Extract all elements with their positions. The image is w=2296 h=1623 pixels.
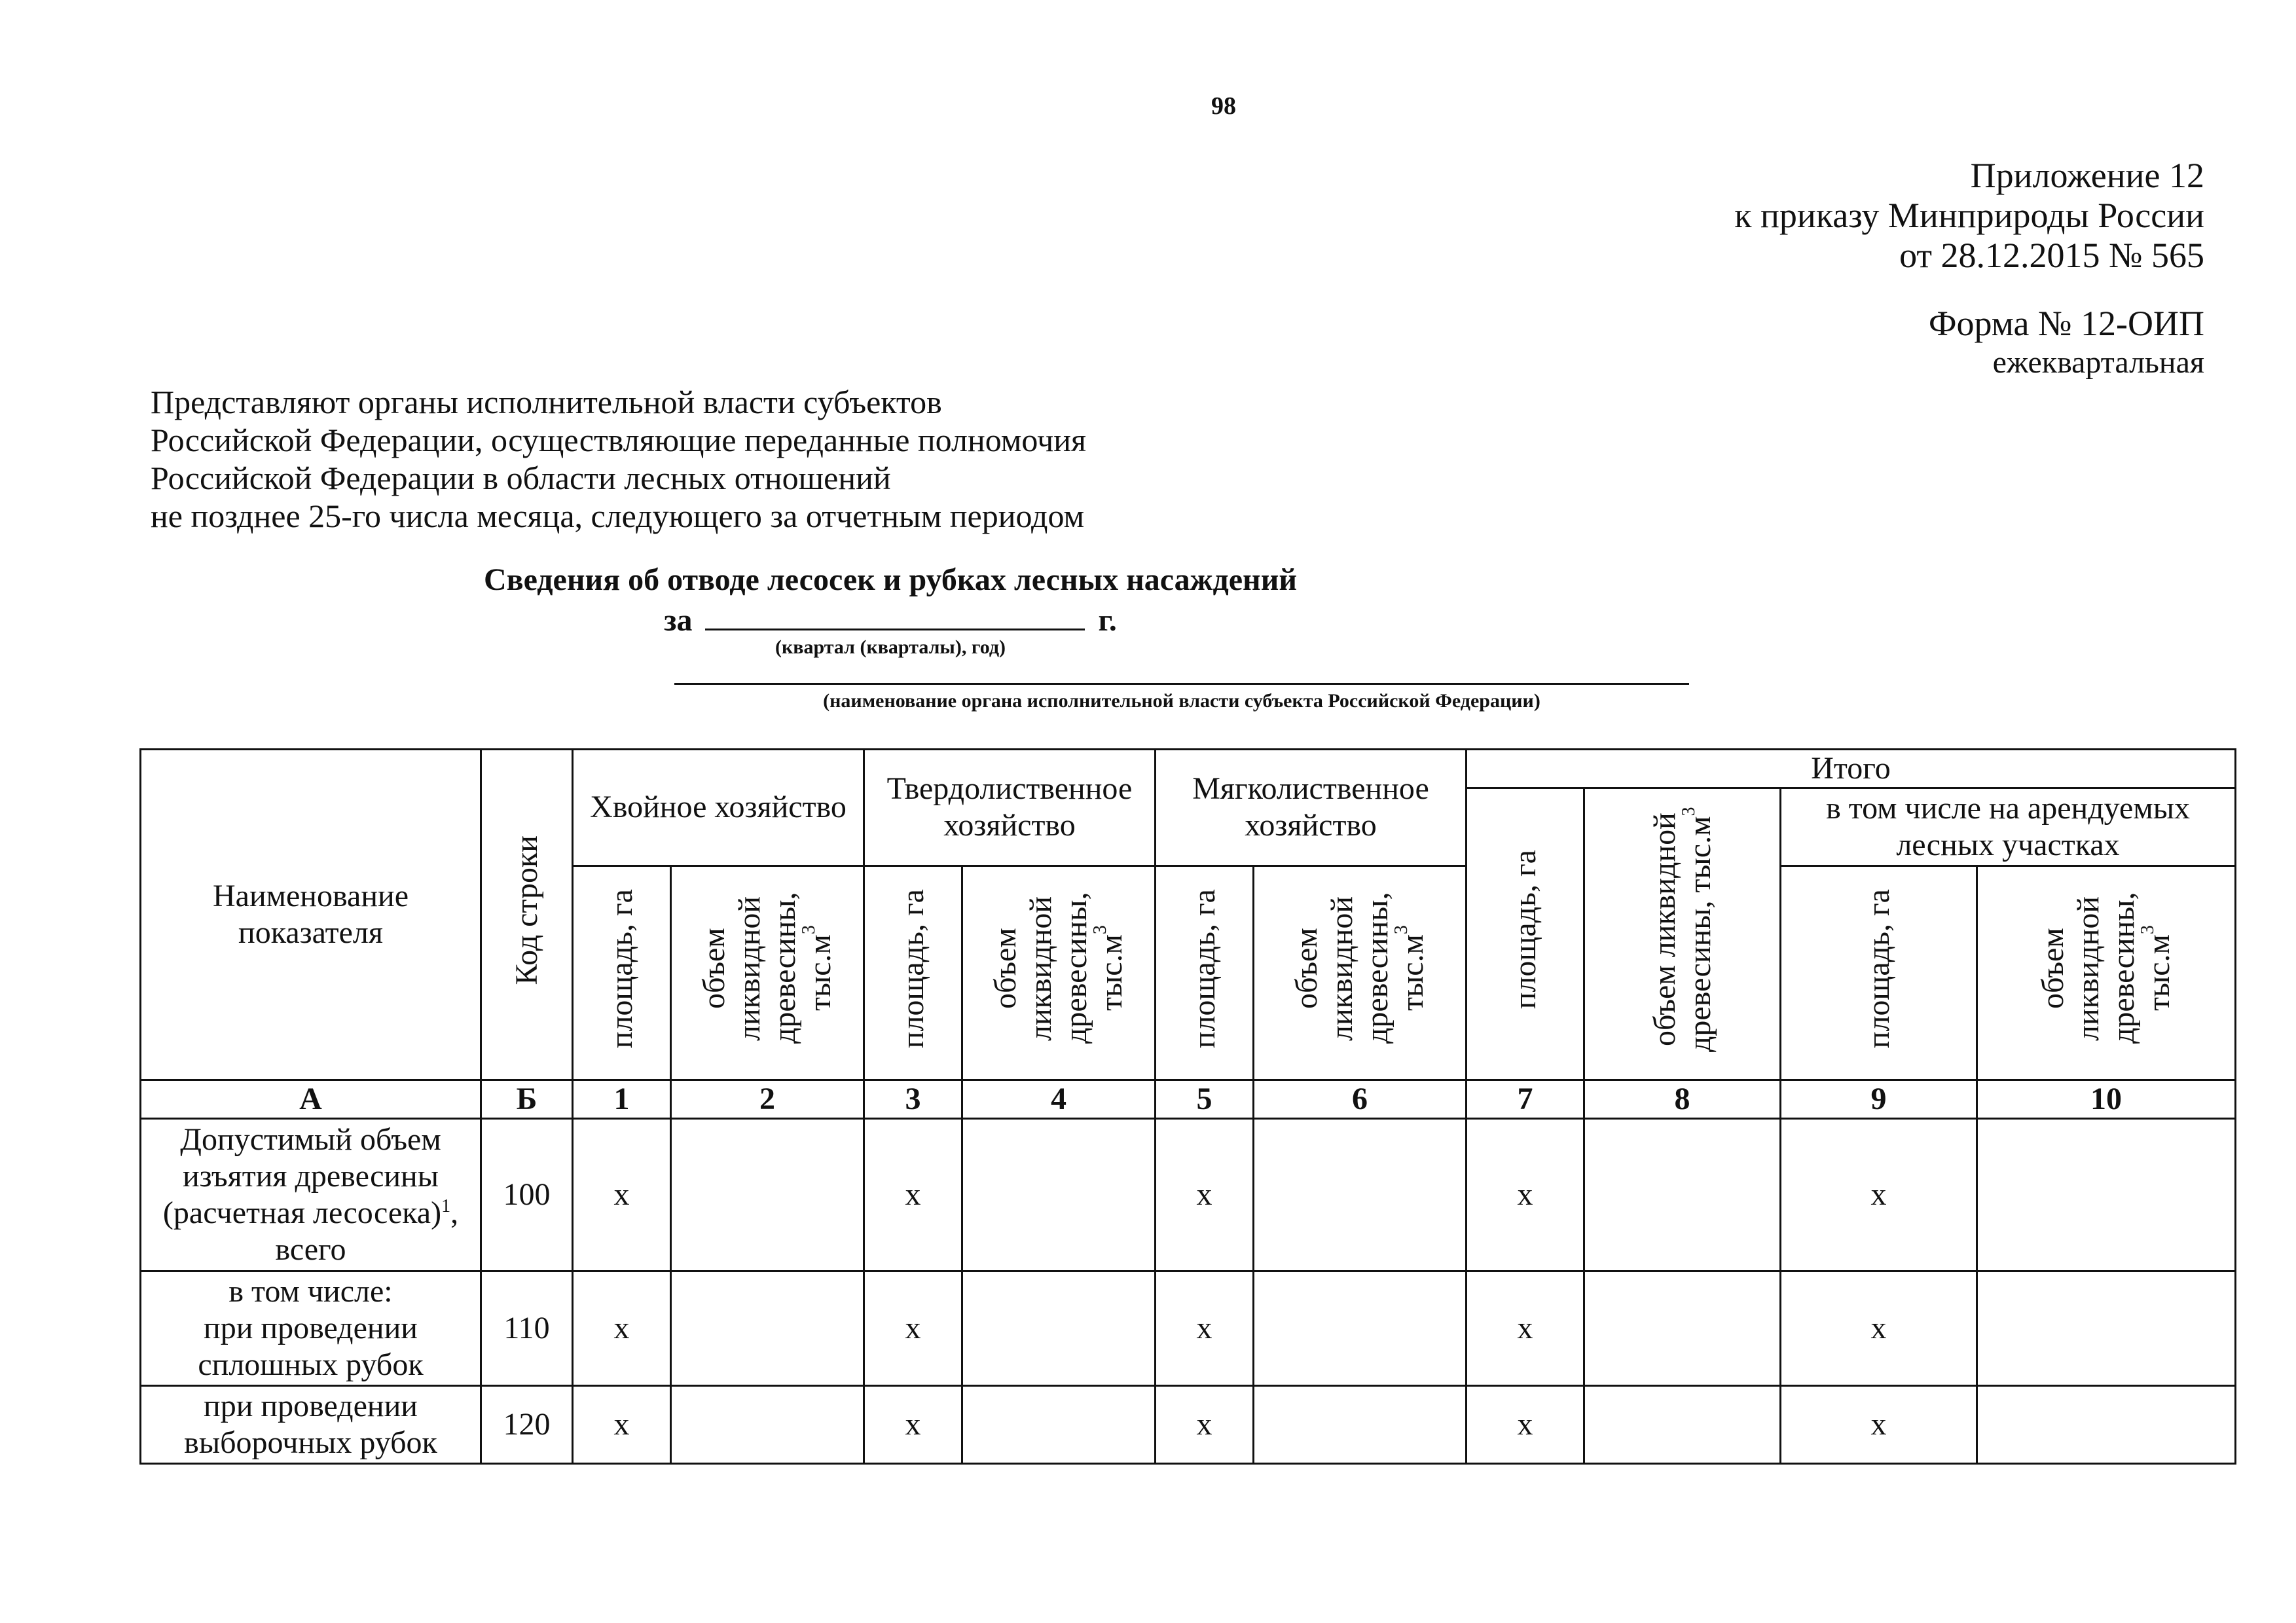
- row-code: 120: [481, 1386, 573, 1464]
- data-cell[interactable]: [1977, 1119, 2236, 1271]
- sub-area: площадь, га: [1186, 888, 1222, 1048]
- col-num: 9: [1781, 1080, 1977, 1119]
- total-volume-cell: [1584, 788, 1781, 1080]
- period-blank-field[interactable]: [705, 600, 1085, 630]
- data-cell[interactable]: [1977, 1271, 2236, 1386]
- header-name: Наименование показателя: [212, 879, 409, 950]
- col-num: Б: [481, 1080, 573, 1119]
- sub-volume-sup: 3: [799, 925, 819, 935]
- sub-volume-sup: 3: [1391, 925, 1412, 935]
- cell-x: х: [1781, 1271, 1977, 1386]
- total-volume-text: объем ликвидной древесины, тыс.м: [1647, 812, 1717, 1053]
- row-label-tail: , всего: [275, 1195, 459, 1267]
- cell-x: х: [573, 1386, 671, 1464]
- data-cell[interactable]: [962, 1271, 1156, 1386]
- data-cell[interactable]: [1254, 1119, 1467, 1271]
- appendix-line-2: к приказу Минприроды России: [1734, 196, 2204, 235]
- period-suffix: г.: [1098, 603, 1117, 638]
- sub-volume: [697, 893, 838, 1044]
- table-row: [141, 1386, 2236, 1464]
- col-num: 2: [671, 1080, 864, 1119]
- cell-x: х: [864, 1119, 962, 1271]
- sub-area: площадь, га: [1861, 888, 1896, 1048]
- row-label-text: Допустимый объем изъятия древесины (расчетная лесосека): [162, 1122, 442, 1230]
- organization-note: (наименование органа исполнительной власти субъекта Российской Федерации): [823, 690, 1540, 712]
- footnote-mark: 1: [441, 1196, 451, 1216]
- sub-volume-sup: 3: [1090, 925, 1110, 935]
- sub-area: площадь, га: [895, 888, 930, 1048]
- sub-volume-cell: [1977, 866, 2236, 1080]
- period-line: [0, 600, 1781, 638]
- period-prefix: за: [664, 603, 693, 638]
- cell-x: х: [864, 1271, 962, 1386]
- header-code-cell: [481, 750, 573, 1080]
- sub-volume: [1289, 893, 1430, 1044]
- sub-area: площадь, га: [604, 888, 639, 1048]
- row-label: [141, 1271, 481, 1386]
- total-volume: [1647, 789, 1718, 1070]
- sub-volume-cell: [671, 866, 864, 1080]
- cell-x: х: [573, 1119, 671, 1271]
- data-cell[interactable]: [1584, 1119, 1781, 1271]
- sub-area-cell: [573, 866, 671, 1080]
- sub-volume-sup: 3: [2138, 925, 2159, 935]
- total-volume-sup: 3: [1678, 807, 1699, 816]
- col-num: 6: [1254, 1080, 1467, 1119]
- row-code: 100: [481, 1119, 573, 1271]
- data-cell[interactable]: [671, 1271, 864, 1386]
- cell-x: х: [1467, 1119, 1584, 1271]
- appendix-line-3: от 28.12.2015 № 565: [1899, 236, 2204, 275]
- sub-area-cell: [1781, 866, 1977, 1080]
- data-cell[interactable]: [1584, 1386, 1781, 1464]
- sub-volume: [2035, 893, 2177, 1044]
- header-hardwood: Твердолиственное хозяйство: [864, 750, 1156, 866]
- total-area-cell: [1467, 788, 1584, 1080]
- data-cell[interactable]: [1254, 1271, 1467, 1386]
- col-num: А: [141, 1080, 481, 1119]
- appendix-reference: [1734, 156, 2204, 276]
- organization-blank-field[interactable]: [674, 683, 1689, 685]
- intro-line: Российской Федерации в области лесных отношений: [151, 460, 891, 496]
- row-label: [141, 1119, 481, 1271]
- data-cell[interactable]: [1584, 1271, 1781, 1386]
- table-row: [141, 1119, 2236, 1271]
- cell-x: х: [1156, 1271, 1254, 1386]
- col-num: 4: [962, 1080, 1156, 1119]
- sub-area-cell: [1156, 866, 1254, 1080]
- sub-volume-text: объем ликвидной древесины, тыс.м: [988, 892, 1129, 1044]
- submission-instructions: [151, 383, 1086, 535]
- total-area: площадь, га: [1507, 850, 1542, 1010]
- row-code: 110: [481, 1271, 573, 1386]
- header-leased: в том числе на арендуемых лесных участках: [1781, 788, 2236, 866]
- col-num: 10: [1977, 1080, 2236, 1119]
- appendix-line-1: Приложение 12: [1970, 156, 2204, 195]
- cell-x: х: [573, 1271, 671, 1386]
- form-number: Форма № 12-ОИП: [1928, 304, 2204, 343]
- sub-volume-cell: [1254, 866, 1467, 1080]
- form-number-block: [1929, 304, 2204, 382]
- row-label: при проведении выборочных рубок: [141, 1386, 481, 1464]
- form-periodicity: ежеквартальная: [1992, 345, 2204, 380]
- cell-x: х: [1156, 1386, 1254, 1464]
- col-num: 3: [864, 1080, 962, 1119]
- data-cell[interactable]: [671, 1119, 864, 1271]
- col-num: 1: [573, 1080, 671, 1119]
- header-softwood: Мягколиственное хозяйство: [1156, 750, 1467, 866]
- header-coniferous: Хвойное хозяйство: [573, 750, 864, 866]
- cell-x: х: [1467, 1386, 1584, 1464]
- col-num: 7: [1467, 1080, 1584, 1119]
- report-table: [139, 748, 2236, 1465]
- sub-volume-cell: [962, 866, 1156, 1080]
- sub-area-cell: [864, 866, 962, 1080]
- intro-line: Российской Федерации, осуществляющие переданные полномочия: [151, 422, 1087, 458]
- period-note: (квартал (кварталы), год): [774, 636, 1006, 658]
- data-cell[interactable]: [962, 1386, 1156, 1464]
- page-number: 98: [1211, 92, 1236, 120]
- row-label-text: при проведении сплошных рубок: [198, 1311, 424, 1382]
- cell-x: х: [1781, 1386, 1977, 1464]
- header-code: Код строки: [509, 835, 544, 985]
- intro-line: Представляют органы исполнительной власти субъектов: [151, 384, 942, 420]
- header-total: Итого: [1467, 750, 2236, 788]
- sub-volume-text: объем ликвидной древесины, тыс.м: [2035, 892, 2177, 1044]
- data-cell[interactable]: [1254, 1386, 1467, 1464]
- table-row: [141, 1271, 2236, 1386]
- row-label-pre: в том числе:: [228, 1274, 393, 1309]
- sub-volume-text: объем ликвидной древесины, тыс.м: [1289, 892, 1430, 1044]
- document-title: Сведения об отводе лесосек и рубках лесных насаждений: [483, 562, 1298, 597]
- cell-x: х: [864, 1386, 962, 1464]
- header-name-cell: [141, 750, 481, 1080]
- cell-x: х: [1467, 1271, 1584, 1386]
- intro-line: не позднее 25-го числа месяца, следующего за отчетным периодом: [151, 498, 1085, 534]
- data-cell[interactable]: [962, 1119, 1156, 1271]
- col-num: 5: [1156, 1080, 1254, 1119]
- col-num: 8: [1584, 1080, 1781, 1119]
- cell-x: х: [1781, 1119, 1977, 1271]
- sub-volume-text: объем ликвидной древесины, тыс.м: [697, 892, 837, 1044]
- cell-x: х: [1156, 1119, 1254, 1271]
- data-cell[interactable]: [1977, 1386, 2236, 1464]
- sub-volume: [988, 893, 1129, 1044]
- data-cell[interactable]: [671, 1386, 864, 1464]
